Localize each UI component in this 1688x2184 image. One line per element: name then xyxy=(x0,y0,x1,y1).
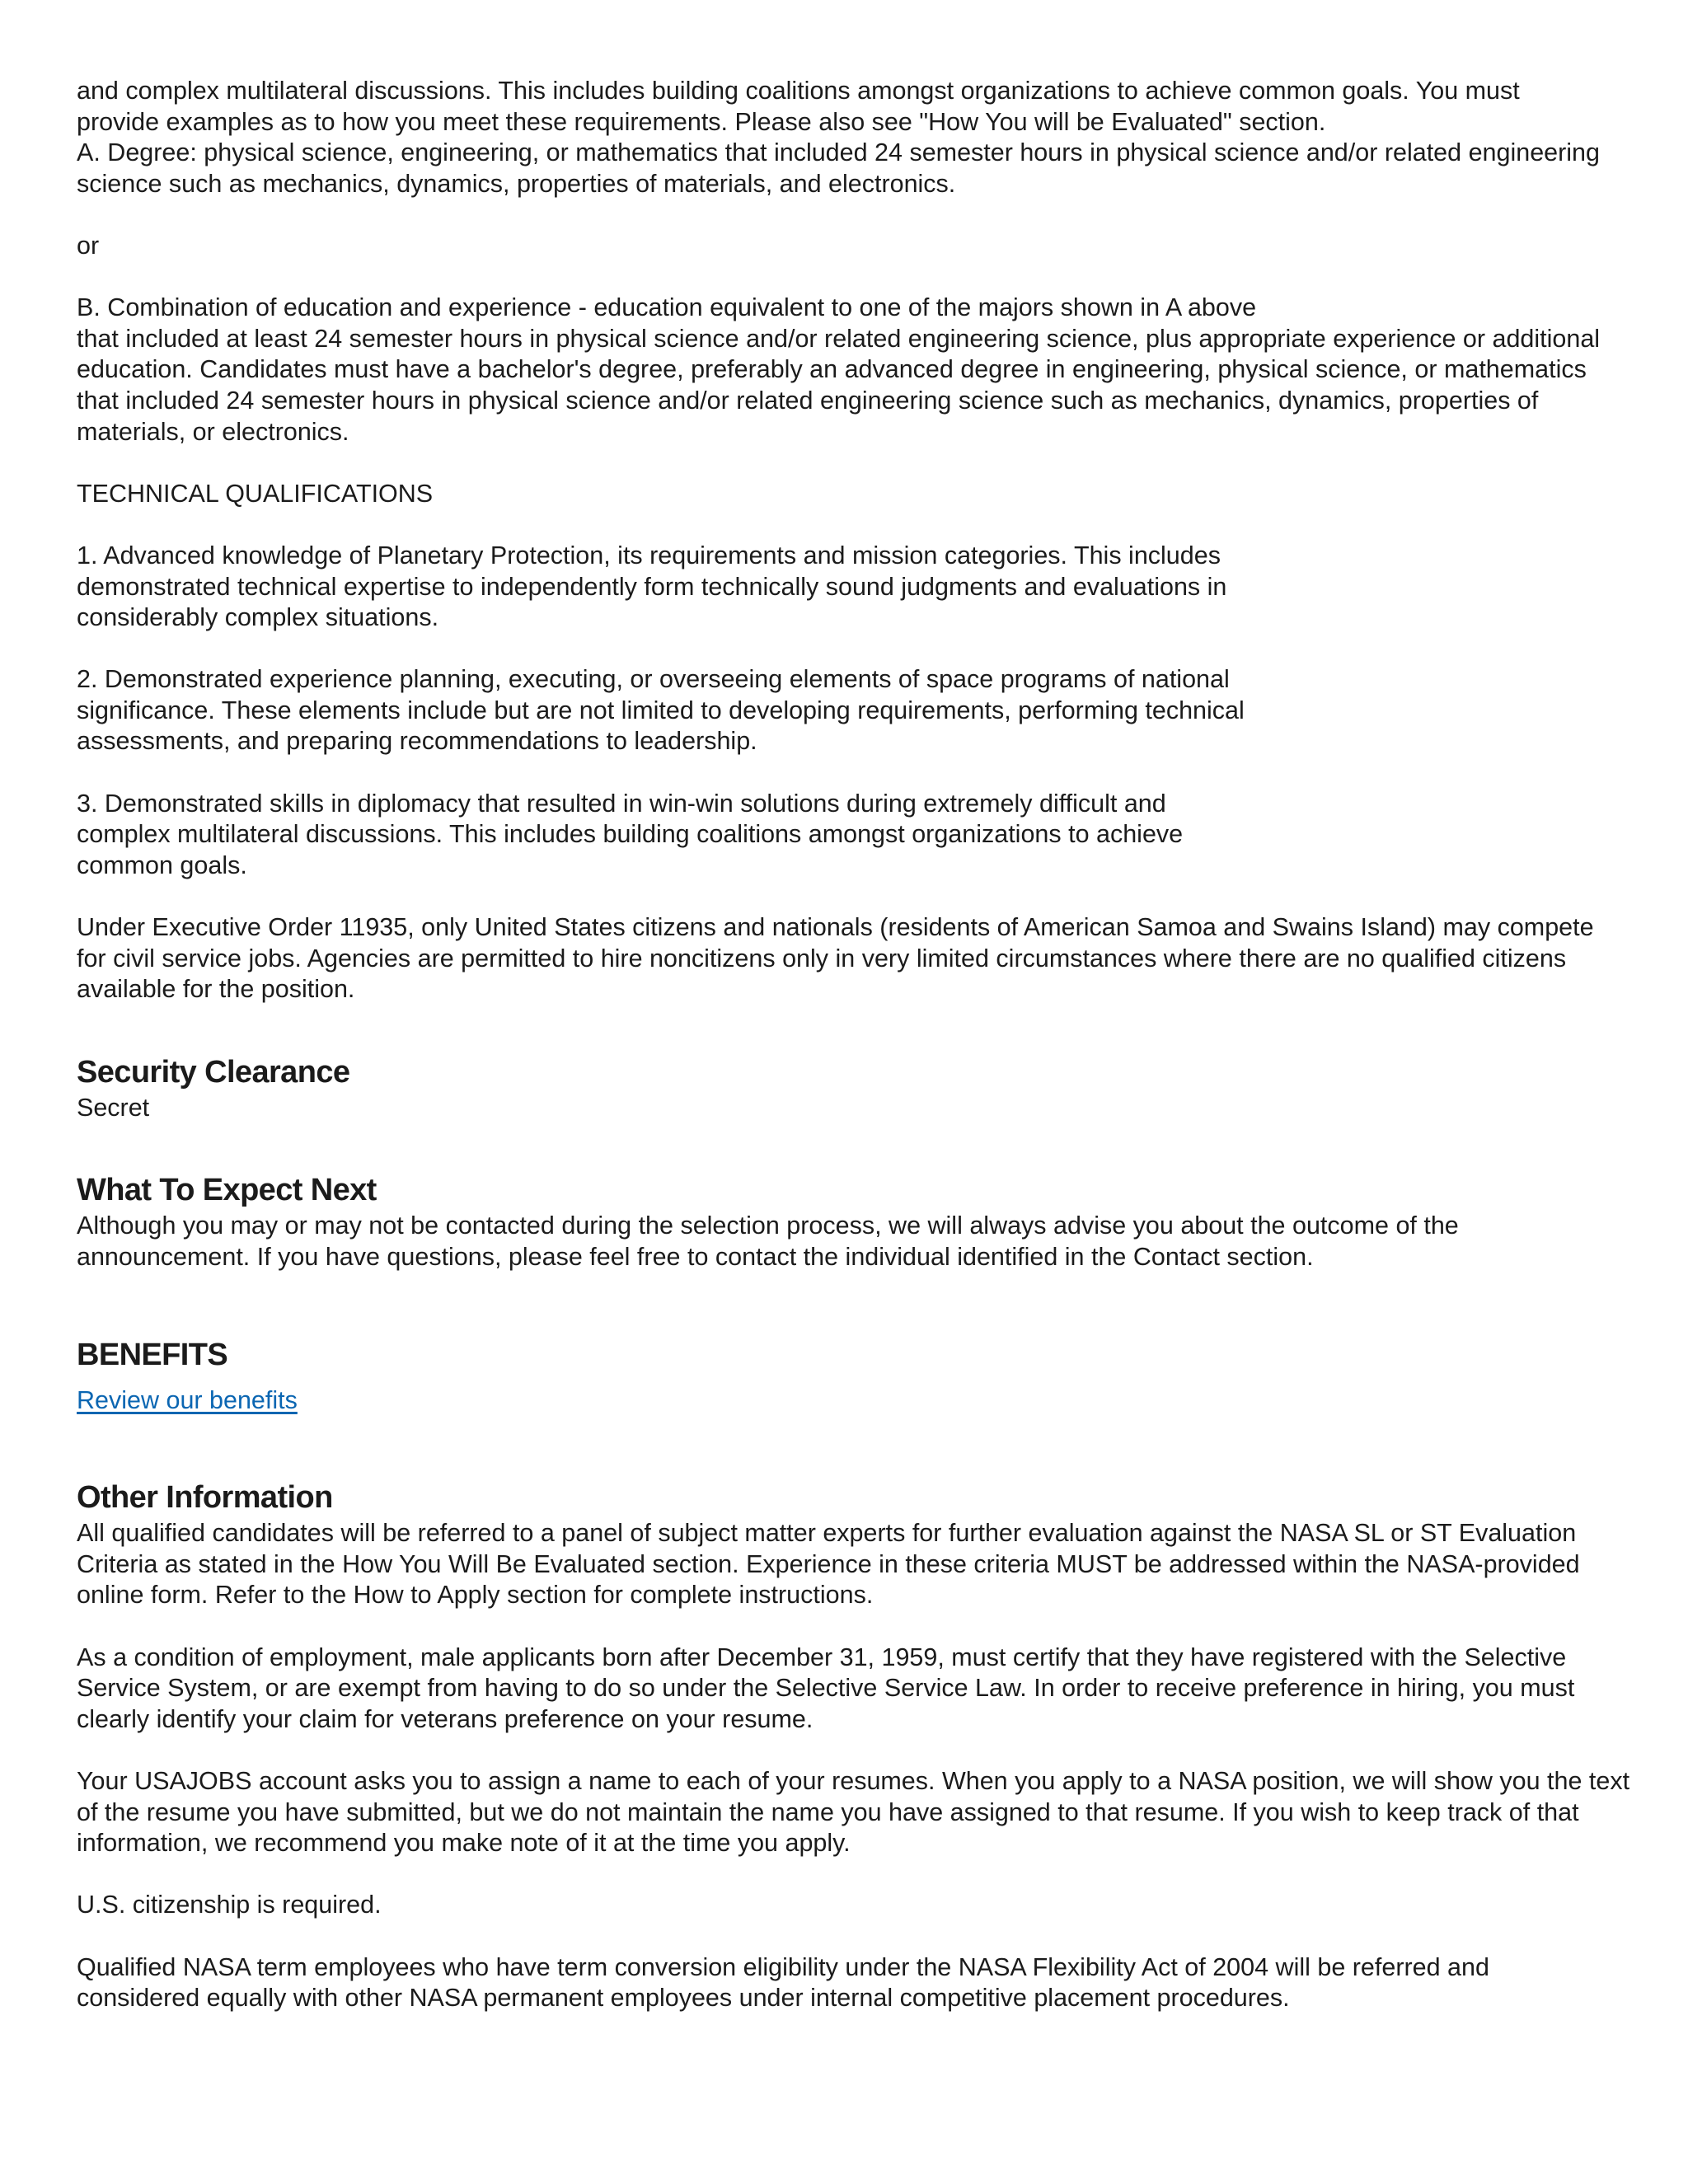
technical-qualifications-title: TECHNICAL QUALIFICATIONS xyxy=(77,479,434,508)
security-clearance-heading: Security Clearance xyxy=(77,1054,350,1090)
requirements-or: or xyxy=(77,231,100,260)
requirements-option-b: B. Combination of education and experience - education equivalent to one of the majors shown in A above that included at least 24 semester hours in physical science and/or related engineering science, plus appropriate experience or additional education. Candidates must have a bachelor's degree, preferably an advanced degree in engineering, physical science, or mathematics that included 24 semester hours in physical science and/or related engineering science such as mechanics, dynamics, properties of materials, or electronics. xyxy=(77,293,1601,446)
other-info-paragraph-3: Your USAJOBS account asks you to assign a name to each of your resumes. When you apply to a NASA position, we will show you the text of the resume you have submitted, but we do not maintain the name you have assigned to that resume. If you wish to keep track of that information, we recommend you make note of it at the time you apply. xyxy=(77,1766,1630,1858)
what-to-expect-text: Although you may or may not be contacted during the selection process, we will always advise you about the outcome of the announcement. If you have questions, please feel free to contact the individual identified in the Contact section. xyxy=(77,1212,1459,1271)
technical-qualification-1: 1. Advanced knowledge of Planetary Protection, its requirements and mission categories. This includes demonstrated technical expertise to independently form technically sound judgments and evaluations in considerably complex situations. xyxy=(77,541,1227,632)
requirements-intro: and complex multilateral discussions. This includes building coalitions amongst organizations to achieve common goals. You must provide examples as to how you meet these requirements. Please also see "How You will be Evaluated" section. A. Degree: physical science, engineering, or mathematics that included 24 semester hours in physical science and/or related engineering science such as mechanics, dynamics, properties of materials, and electronics. xyxy=(77,77,1600,198)
other-information-section xyxy=(77,1477,1688,2014)
benefits-section xyxy=(77,1334,1688,1417)
other-info-paragraph-5: Qualified NASA term employees who have term conversion eligibility under the NASA Flexibility Act of 2004 will be referred and considered equally with other NASA permanent employees under internal competitive placement procedures. xyxy=(77,1952,1489,2013)
requirements-section xyxy=(77,76,1688,1005)
other-information-heading: Other Information xyxy=(77,1480,333,1516)
security-clearance-section xyxy=(77,1052,1688,1124)
other-info-paragraph-2: As a condition of employment, male applicants born after December 31, 1959, must certify that they have registered with the Selective Service System, or are exempt from having to do so under the Selective Service Law. In order to receive preference in hiring, you must clearly identify your claim for veterans preference on your resume. xyxy=(77,1643,1575,1733)
benefits-heading: BENEFITS xyxy=(77,1337,228,1372)
what-to-expect-section xyxy=(77,1169,1688,1272)
technical-qualification-2: 2. Demonstrated experience planning, executing, or overseeing elements of space programs of national significance. These elements include but are not limited to developing requirements, performing technical assessments, and preparing recommendations to leadership. xyxy=(77,665,1245,756)
what-to-expect-heading: What To Expect Next xyxy=(77,1173,377,1208)
citizenship-paragraph: Under Executive Order 11935, only United States citizens and nationals (residents of American Samoa and Swains Island) may compete for civil service jobs. Agencies are permitted to hire noncitizens only in very limited circumstances where there are no qualified citizens available for the position. xyxy=(77,913,1594,1004)
security-clearance-value: Secret xyxy=(77,1093,150,1122)
other-info-paragraph-4: U.S. citizenship is required. xyxy=(77,1891,382,1919)
other-info-paragraph-1: All qualified candidates will be referred to a panel of subject matter experts for further evaluation against the NASA SL or ST Evaluation Criteria as stated in the How You Will Be Evaluated section. Experience in these criteria MUST be addressed within the NASA-provided online form. Refer to the How to Apply section for complete instructions. xyxy=(77,1519,1580,1610)
technical-qualification-3: 3. Demonstrated skills in diplomacy that resulted in win-win solutions during extremely difficult and complex multilateral discussions. This includes building coalitions amongst organizations to achieve common goals. xyxy=(77,789,1184,879)
review-benefits-link[interactable]: Review our benefits xyxy=(77,1385,298,1414)
